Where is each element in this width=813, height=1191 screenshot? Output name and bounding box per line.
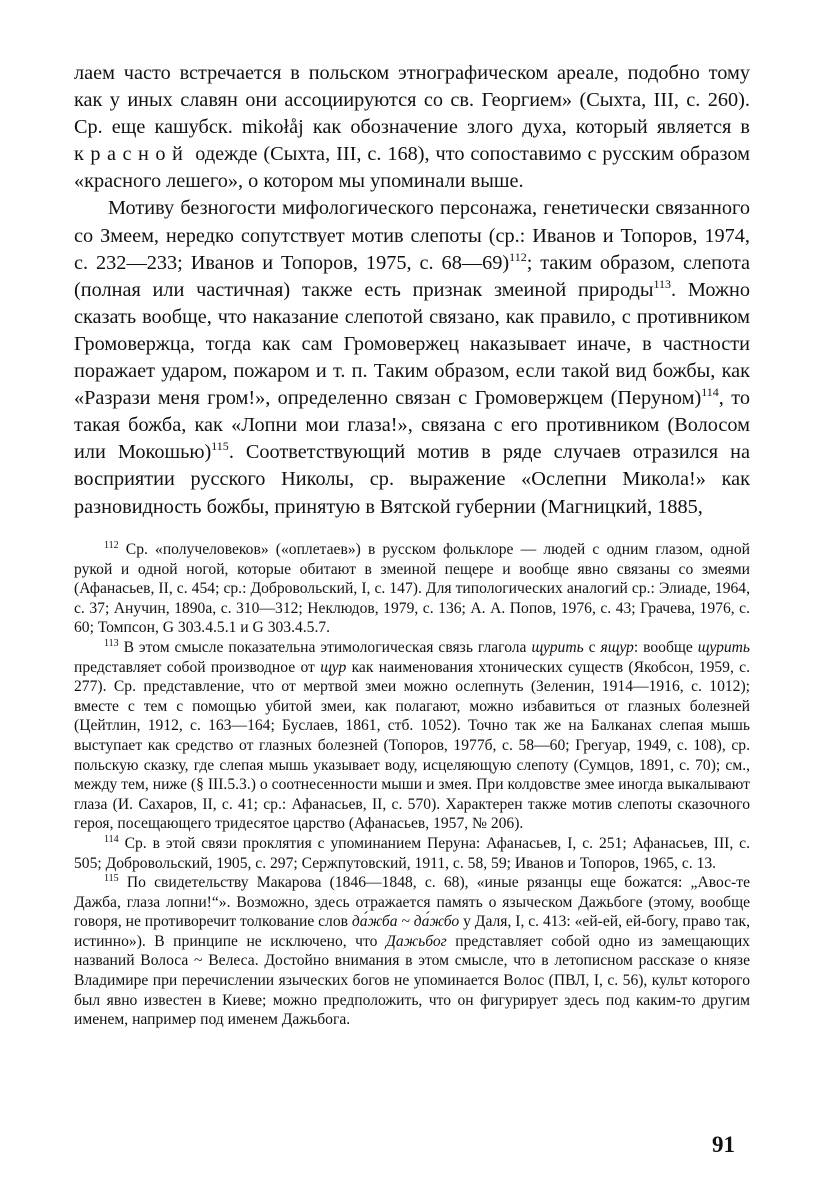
footnote-text: По свидетельству Макарова (1846—1848, с. 68), «иные рязанцы еще божатся: „Авос-те Дажба, глаза лопни!“». Возможно, здесь отражается память о языческом Дажьбоге (этому, вообще говоря, не противоречит толкование слов: [74, 874, 750, 931]
text-span: , то такая божба, как «Лопни мои глаза!», связана с его противником (Волосом или Мокошью): [74, 387, 750, 464]
main-text: [74, 60, 750, 521]
spaced-word: красной: [74, 143, 190, 166]
text-span: лаем часто встречается в польском этнографическом ареале, подобно тому как у иных славян они ассоциируются со св. Георгием» (Сыхта, III, с. 260). Ср. еще кашубск. mikołåj как обозначение злого духа, который является в: [74, 62, 750, 139]
text-span: одежде (Сыхта, III, с. 168), что сопоставимо с русским образом «красного лешего», о котором мы упоминали выше.: [74, 143, 750, 193]
footnote-112: [74, 540, 750, 638]
footnote-114: [74, 834, 750, 873]
italic-word: да́жба ~ да́жбо: [351, 913, 460, 931]
paragraph-1: [74, 60, 750, 195]
page-number: 91: [712, 1132, 735, 1157]
italic-word: щурить: [697, 638, 751, 656]
footnote-text: у Даля, I, с. 413: «ей-ей, ей-богу, право так, истинно»). В принципе не исключено, что: [74, 913, 750, 950]
footnote-number: 114: [104, 833, 119, 845]
footnote-number: 115: [104, 872, 119, 884]
footnote-ref-112[interactable]: 112: [509, 249, 527, 264]
text-span: ; таким образом, слепота (полная или частичная) также есть признак змеиной природы: [74, 251, 750, 301]
footnote-text: Ср. в этой связи проклятия с упоминанием Перуна: Афанасьев, I, с. 251; Афанасьев, III, с. 505; Добровольский, 1905, с. 297; Сержпутовский, 1911, с. 58, 59; Иванов и Топоров, 1965, с. 13.: [74, 834, 750, 872]
italic-word: щур: [320, 658, 347, 676]
footnote-113: [74, 638, 750, 834]
footnote-text: с: [583, 638, 601, 656]
italic-word: щурить: [531, 638, 584, 656]
footnotes: [74, 540, 750, 1030]
text-span: . Соответствующий мотив в ряде случаев отразился на восприятии русского Николы, ср. выражение «Ослепни Микола!» как разновидность божбы, принятую в Вятской губернии (Магницкий, 1885,: [74, 441, 750, 518]
footnote-115: [74, 873, 750, 1030]
footnote-number: 113: [104, 637, 119, 649]
footnote-number: 112: [104, 539, 119, 551]
italic-word: Дажьбог: [385, 932, 447, 950]
footnote-text: В этом смысле показательна этимологическая связь глагола: [118, 638, 532, 656]
footnote-ref-115[interactable]: 115: [211, 439, 229, 454]
paragraph-2: [74, 195, 750, 520]
text-span: Мотиву безногости мифологического персонажа, генетически связанного со Змеем, нередко сопутствует мотив слепоты (ср.: Иванов и Топоров, 1974, с. 232—233; Иванов и Топоров, 1975, с. 68—69): [74, 197, 750, 274]
footnote-text: Ср. «получеловеков» («оплетаев») в русском фольклоре — людей с одним глазом, одной рукой и одной ногой, которые обитают в змеиной пещере и вообще явно связаны со змеями (Афанасьев, II, с. 454; ср.: Добровольский, I, с. 147). Для типологических аналогий ср.: Элиаде, 1964, с. 37; Анучин, 1890а, с. 310—312; Неклюдов, 1979, с. 136; А. А. Попов, 1976, с. 43; Грачева, 1976, с. 60; Томпсон, G 303.4.5.1 и G 303.4.5.7.: [74, 541, 750, 637]
footnote-ref-114[interactable]: 114: [701, 385, 719, 400]
footnote-text: : вообще: [633, 638, 698, 656]
footnote-ref-113[interactable]: 113: [653, 276, 672, 291]
italic-word: ящур: [600, 638, 634, 656]
footnote-text: как наименования хтонических существ (Якобсон, 1959, с. 277). Ср. представление, что от мертвой змеи можно ослепнуть (Зеленин, 1914—1916, с. 1012); вместе с тем с помощью убитой змеи, как полагают, можно избавиться от глазных болезней (Цейтлин, 1912, с. 163—164; Буслаев, 1861, стб. 1052). Точно так же на Балканах слепая мышь выступает как средство от глазных болезней (Топоров, 1977б, с. 58—60; Грегуар, 1949, с. 108), ср. польскую сказку, где слепая мышь указывает воду, исцеляющую слепоту (Сумцов, 1891, с. 70); см., между тем, ниже (§ III.5.3.) о соотнесенности мыши и змея. При колдовстве змее иногда выкалывают глаза (И. Сахаров, II, с. 41; ср.: Афанасьев, II, с. 570). Характерен также мотив слепоты сказочного героя, посещающего тридесятое царство (Афанасьев, 1957, № 206).: [74, 658, 751, 833]
footnote-text: представляет собой одно из замещающих названий Волоса ~ Велеса. Достойно внимания в этом смысле, что в летописном рассказе о князе Владимире при перечислении языческих богов не упоминается Волос (ПВЛ, I, с. 56), культ которого был явно известен в Киеве; можно предположить, что он фигурирует здесь под каким-то другим именем, например под именем Дажьбога.: [74, 932, 750, 1029]
text-span: . Можно сказать вообще, что наказание слепотой связано, как правило, с противником Громовержца, тогда как сам Громовержец наказывает иначе, в частности поражает ударом, пожаром и т. п. Таким образом, если такой вид божбы, как «Разрази меня гром!», определенно связан с Громовержцем (Перуном): [74, 278, 750, 410]
footnote-text: представляет собой производное от: [74, 658, 321, 676]
